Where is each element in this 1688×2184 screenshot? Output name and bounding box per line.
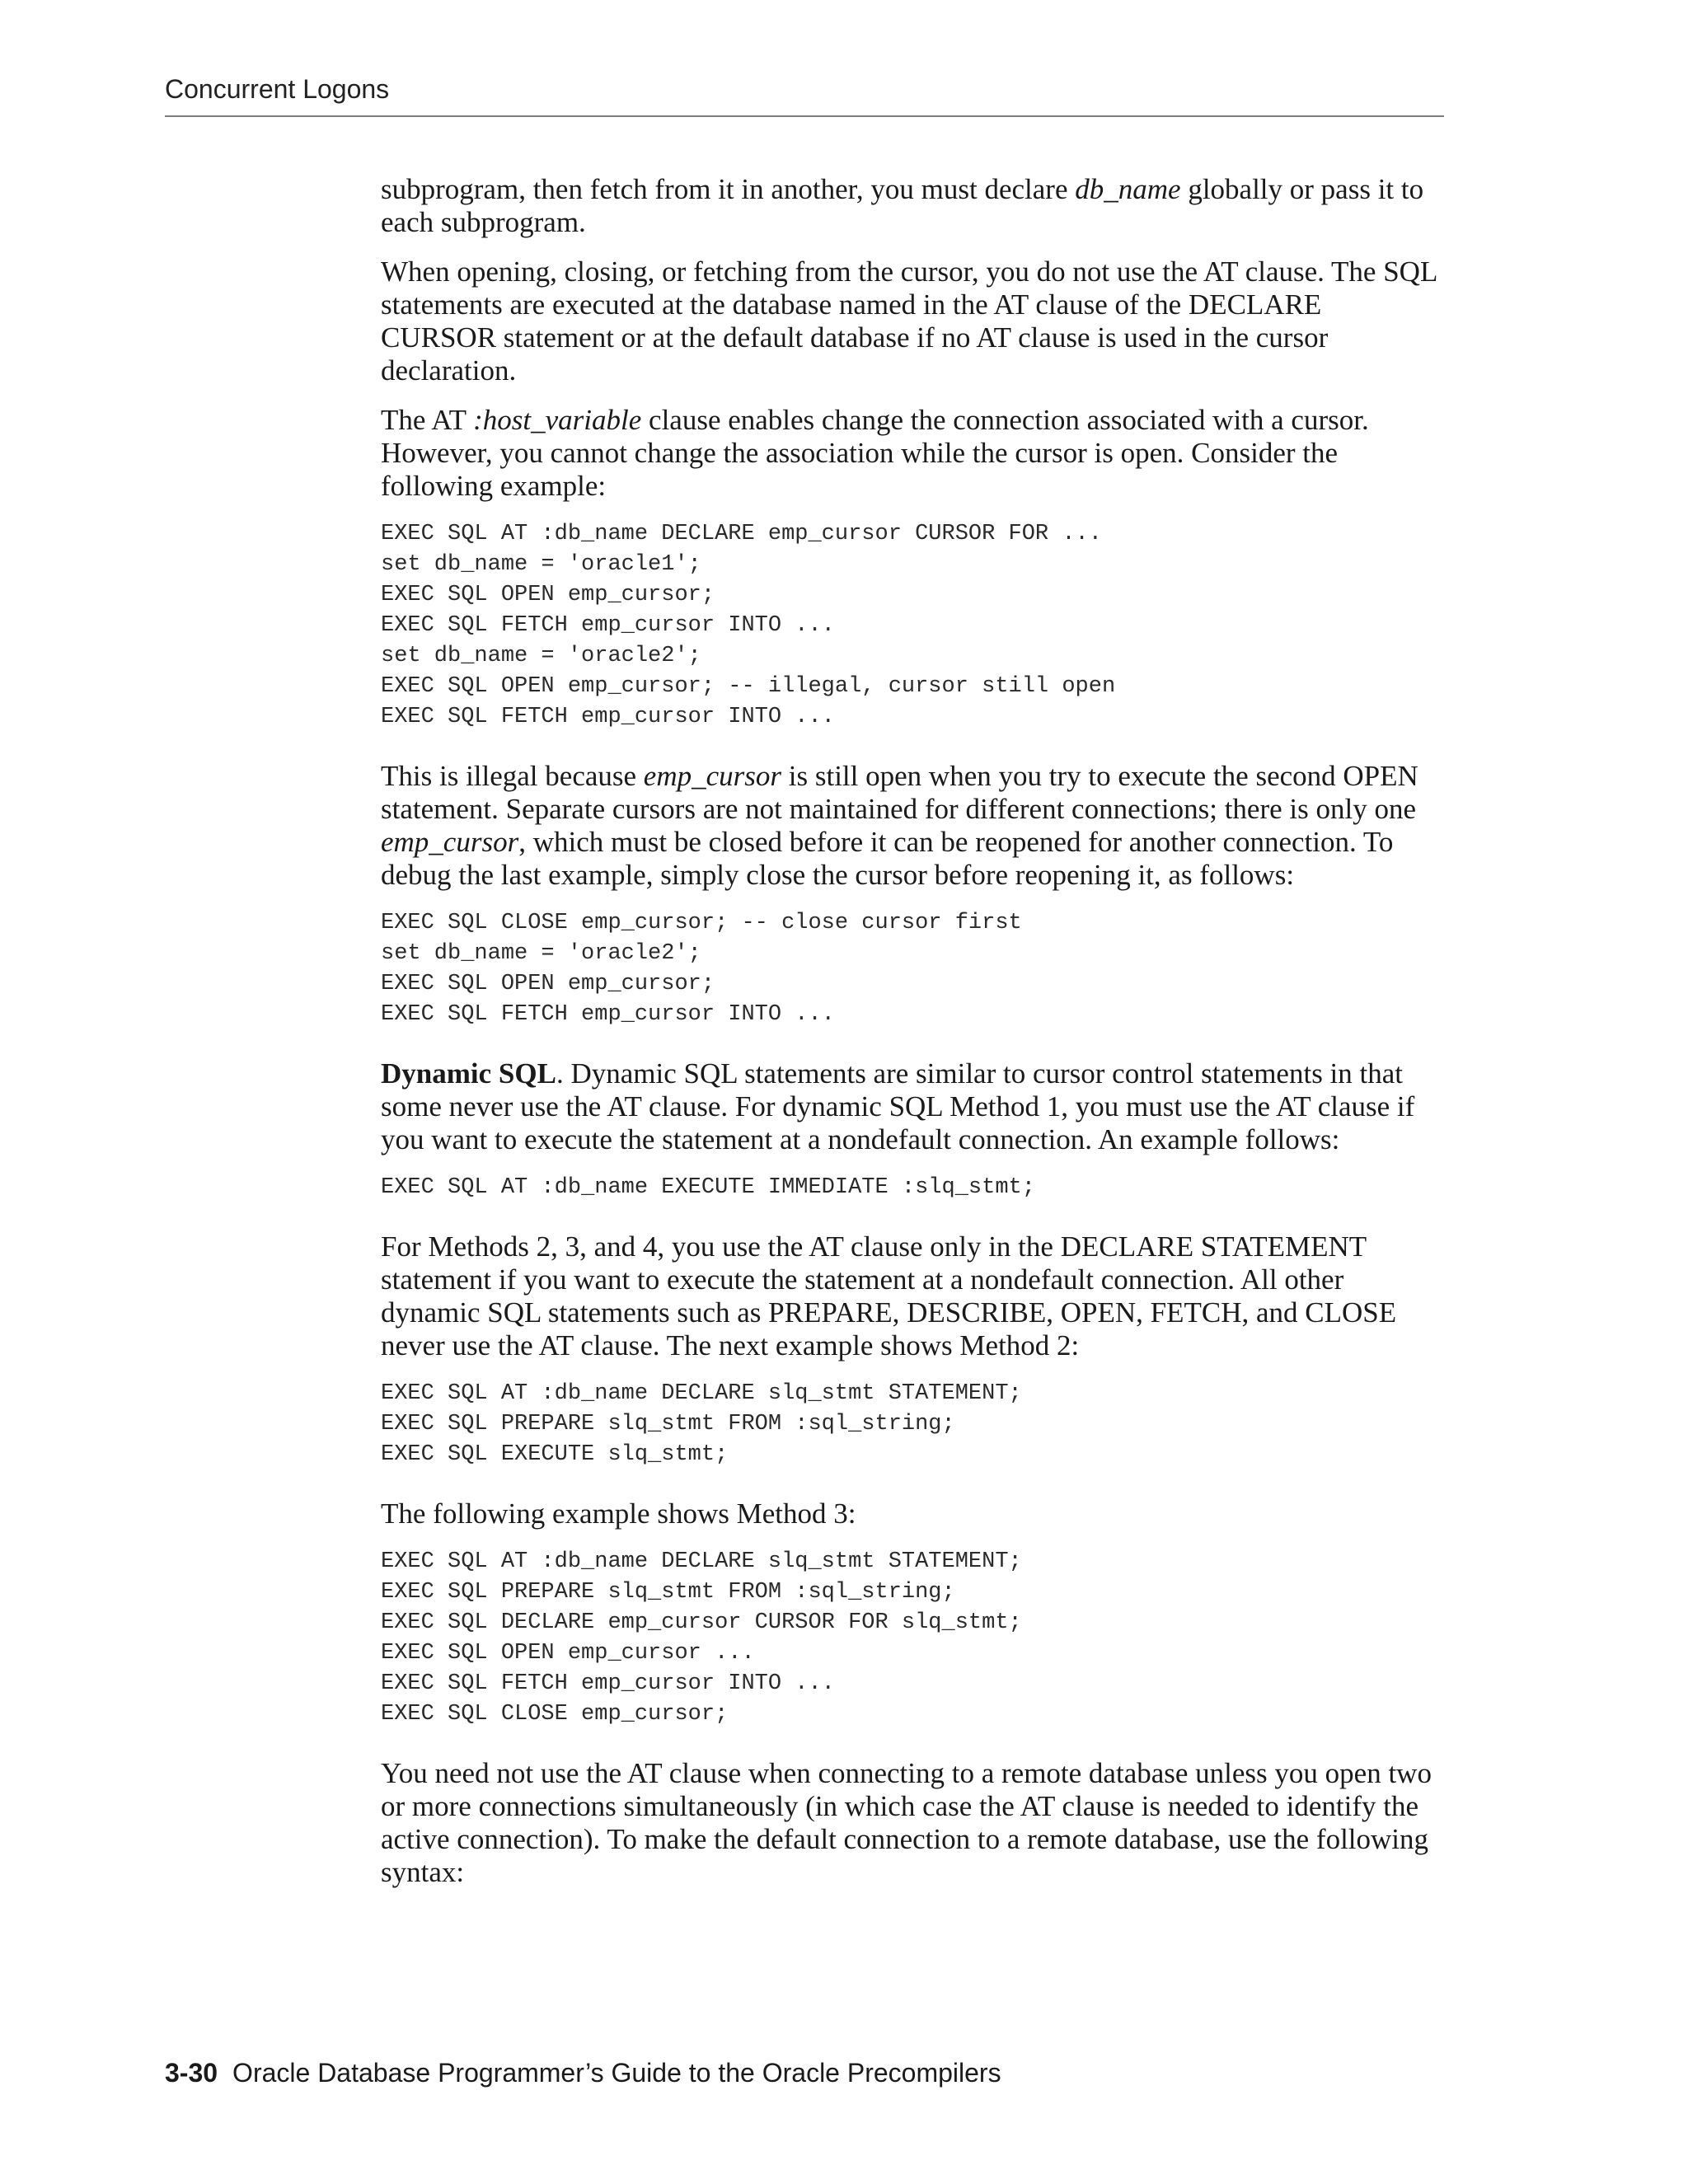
text: globally or pass it to each subprogram. xyxy=(381,173,1424,238)
text: You need not use the AT clause when connecting to a remote database unless you open two or more connections simultaneously (in which case the AT clause is needed to identify the active connection). To make the default connection to a remote database, use the following syntax: xyxy=(381,1757,1432,1888)
paragraph-4 xyxy=(381,760,1444,892)
code-line: EXEC SQL AT :db_name DECLARE emp_cursor CURSOR FOR ... xyxy=(381,522,1102,546)
page-footer xyxy=(165,2056,1001,2089)
emphasis-emp-cursor: emp_cursor xyxy=(643,760,782,792)
code-example-5 xyxy=(381,1547,1444,1730)
bold-dynamic-sql: Dynamic SQL xyxy=(381,1057,556,1090)
code-line: EXEC SQL FETCH emp_cursor INTO ... xyxy=(381,1671,835,1696)
code-line: EXEC SQL OPEN emp_cursor; xyxy=(381,972,715,996)
emphasis-host-variable: :host_variable xyxy=(473,404,642,436)
header-divider xyxy=(165,115,1444,117)
page-number: 3-30 xyxy=(165,2058,218,2088)
code-line: set db_name = 'oracle2'; xyxy=(381,941,701,966)
text: When opening, closing, or fetching from the cursor, you do not use the AT clause. The SQL statements are executed at the database named in the AT clause of the DECLARE CURSOR statement or at the default database if no AT clause is used in the cursor declaration. xyxy=(381,255,1437,387)
code-line: set db_name = 'oracle2'; xyxy=(381,644,701,668)
paragraph-5 xyxy=(381,1057,1444,1156)
paragraph-6 xyxy=(381,1230,1444,1362)
page-body xyxy=(381,173,1444,1905)
text: For Methods 2, 3, and 4, you use the AT clause only in the DECLARE STATEMENT statement if you want to execute the statement at a nondefault connection. All other dynamic SQL statements such as PREPARE, DESCRIBE, OPEN, FETCH, and CLOSE never use the AT clause. The next example shows Method 2: xyxy=(381,1230,1397,1361)
code-line: EXEC SQL AT :db_name EXECUTE IMMEDIATE :slq_stmt; xyxy=(381,1175,1035,1200)
running-header: Concurrent Logons xyxy=(165,74,390,104)
code-line: EXEC SQL PREPARE slq_stmt FROM :sql_string; xyxy=(381,1412,955,1436)
code-example-1 xyxy=(381,519,1444,733)
code-line: EXEC SQL DECLARE emp_cursor CURSOR FOR slq_stmt; xyxy=(381,1610,1022,1635)
code-line: EXEC SQL OPEN emp_cursor ... xyxy=(381,1641,755,1666)
code-line: set db_name = 'oracle1'; xyxy=(381,552,701,577)
code-line: EXEC SQL AT :db_name DECLARE slq_stmt STATEMENT; xyxy=(381,1381,1022,1406)
code-line: EXEC SQL FETCH emp_cursor INTO ... xyxy=(381,1002,835,1027)
code-line: EXEC SQL OPEN emp_cursor; xyxy=(381,583,715,607)
paragraph-7 xyxy=(381,1497,1444,1530)
code-line: EXEC SQL OPEN emp_cursor; -- illegal, cursor still open xyxy=(381,674,1116,699)
code-example-2 xyxy=(381,908,1444,1030)
paragraph-1 xyxy=(381,173,1444,239)
code-line: EXEC SQL EXECUTE slq_stmt; xyxy=(381,1442,729,1467)
text: clause enables change the connection associated with a cursor. However, you cannot change the association while the cursor is open. Consider the following example: xyxy=(381,404,1369,502)
paragraph-3 xyxy=(381,404,1444,503)
code-line: EXEC SQL FETCH emp_cursor INTO ... xyxy=(381,613,835,638)
code-line: EXEC SQL CLOSE emp_cursor; -- close cursor first xyxy=(381,911,1022,935)
text: is still open when you try to execute the second OPEN statement. Separate cursors are not maintained for different connections; there is only one xyxy=(381,760,1418,825)
code-example-4 xyxy=(381,1379,1444,1470)
emphasis-emp-cursor: emp_cursor xyxy=(381,826,519,858)
emphasis-db-name: db_name xyxy=(1075,173,1181,205)
code-example-3 xyxy=(381,1173,1444,1203)
text: This is illegal because xyxy=(381,760,644,792)
text: subprogram, then fetch from it in another, you must declare xyxy=(381,173,1076,205)
book-title: Oracle Database Programmer’s Guide to the Oracle Precompilers xyxy=(232,2058,1001,2088)
text: , which must be closed before it can be reopened for another connection. To debug the last example, simply close the cursor before reopening it, as follows: xyxy=(381,826,1394,891)
code-line: EXEC SQL CLOSE emp_cursor; xyxy=(381,1702,729,1727)
paragraph-2 xyxy=(381,255,1444,387)
text: The AT xyxy=(381,404,474,436)
text: The following example shows Method 3: xyxy=(381,1497,856,1530)
text: . Dynamic SQL statements are similar to cursor control statements in that some never use the AT clause. For dynamic SQL Method 1, you must use the AT clause if you want to execute the statement at a nondefault connection. An example follows: xyxy=(381,1057,1415,1155)
code-line: EXEC SQL AT :db_name DECLARE slq_stmt STATEMENT; xyxy=(381,1549,1022,1574)
code-line: EXEC SQL PREPARE slq_stmt FROM :sql_string; xyxy=(381,1580,955,1605)
code-line: EXEC SQL FETCH emp_cursor INTO ... xyxy=(381,705,835,729)
paragraph-8 xyxy=(381,1757,1444,1889)
